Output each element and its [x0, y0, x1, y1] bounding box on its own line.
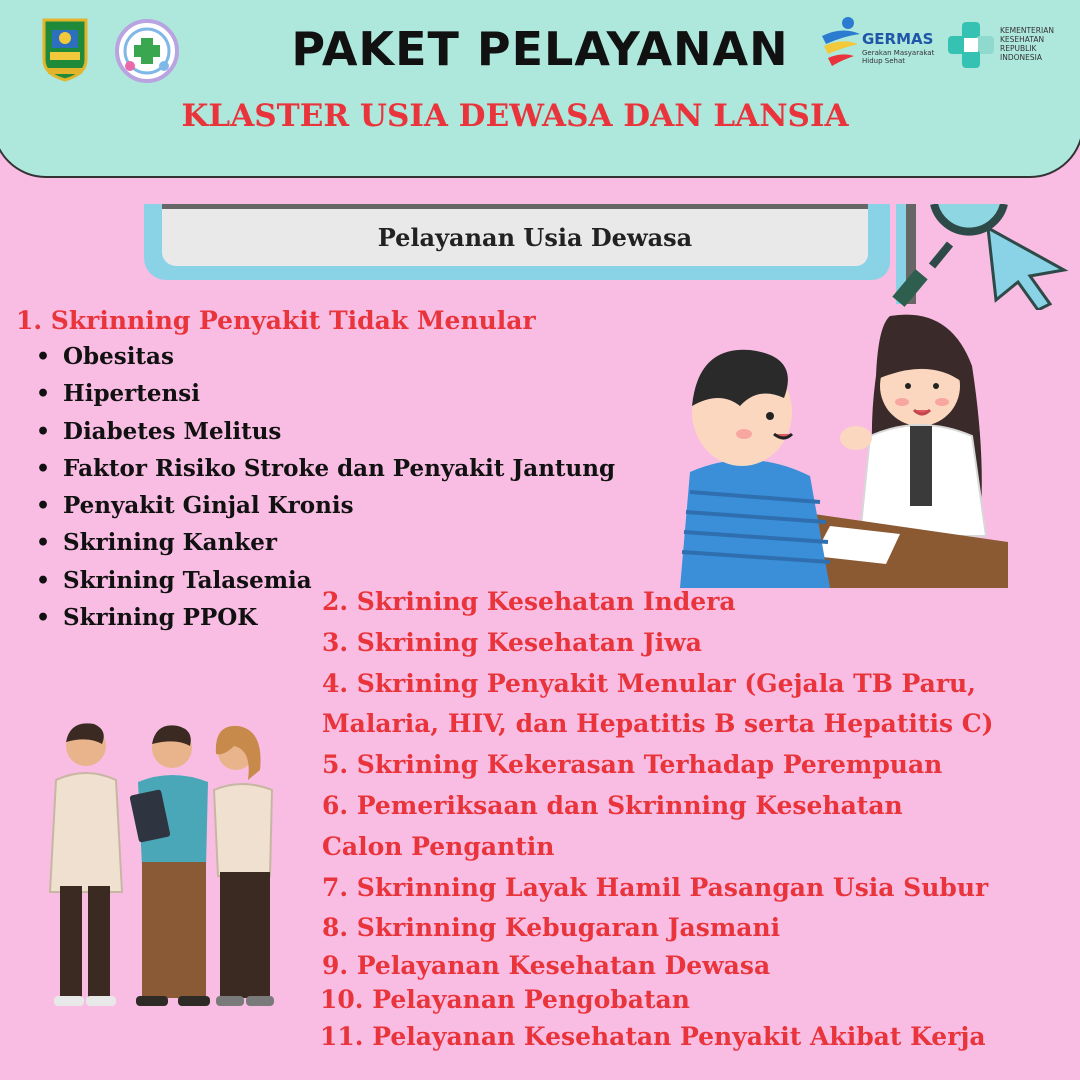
list-item: • Obesitas: [36, 341, 615, 378]
list-item: 11. Pelayanan Kesehatan Penyakit Akibat Kerja: [320, 1022, 986, 1052]
list-item: 3. Skrining Kesehatan Jiwa: [322, 627, 702, 657]
service-list: [322, 582, 1072, 1058]
kemenkes-logo: [944, 18, 998, 74]
list-item: • Skrining PPOK: [36, 602, 615, 639]
page-title: PAKET PELAYANAN: [291, 22, 789, 76]
germas-logo: [818, 14, 864, 72]
list-item: • Faktor Risiko Stroke dan Penyakit Jantung: [36, 453, 615, 490]
list-item: • Hipertensi: [36, 378, 615, 415]
list-item: 8. Skrinning Kebugaran Jasmani: [322, 913, 781, 943]
list-item: 6. Pemeriksaan dan Skrinning Kesehatan Calon Pengantin: [322, 790, 903, 861]
caregivers-illustration: [38, 716, 284, 1012]
section-banner-label: Pelayanan Usia Dewasa: [377, 223, 693, 252]
list-item: 5. Skrining Kekerasan Terhadap Perempuan: [322, 750, 943, 780]
kemenkes-name: KEMENTERIAN KESEHATAN REPUBLIK INDONESIA: [1000, 26, 1054, 62]
list-item: 9. Pelayanan Kesehatan Dewasa: [322, 951, 771, 981]
list-item: • Diabetes Melitus: [36, 416, 615, 453]
germas-name: GERMAS: [862, 30, 934, 48]
list-item: 4. Skrining Penyakit Menular (Gejala TB Paru, Malaria, HIV, dan Hepatitis B serta Hepatitis C): [322, 668, 994, 739]
list-item: • Skrining Kanker: [36, 527, 615, 564]
list-item: 10. Pelayanan Pengobatan: [320, 985, 690, 1015]
list-item: • Skrining Talasemia: [36, 565, 615, 602]
list-item: 2. Skrining Kesehatan Indera: [322, 587, 736, 616]
section1-title: 1. Skrinning Penyakit Tidak Menular: [16, 306, 536, 335]
doctor-consultation-illustration: [680, 306, 1010, 588]
section-banner: [162, 204, 868, 266]
list-item: 7. Skrinning Layak Hamil Pasangan Usia Subur: [322, 872, 989, 902]
page-subtitle: KLASTER USIA DEWASA DAN LANSIA: [181, 98, 849, 134]
list-item: • Penyakit Ginjal Kronis: [36, 490, 615, 527]
germas-tagline: Gerakan Masyarakat Hidup Sehat: [862, 49, 935, 65]
cursor-arrow-icon: [980, 220, 1070, 310]
